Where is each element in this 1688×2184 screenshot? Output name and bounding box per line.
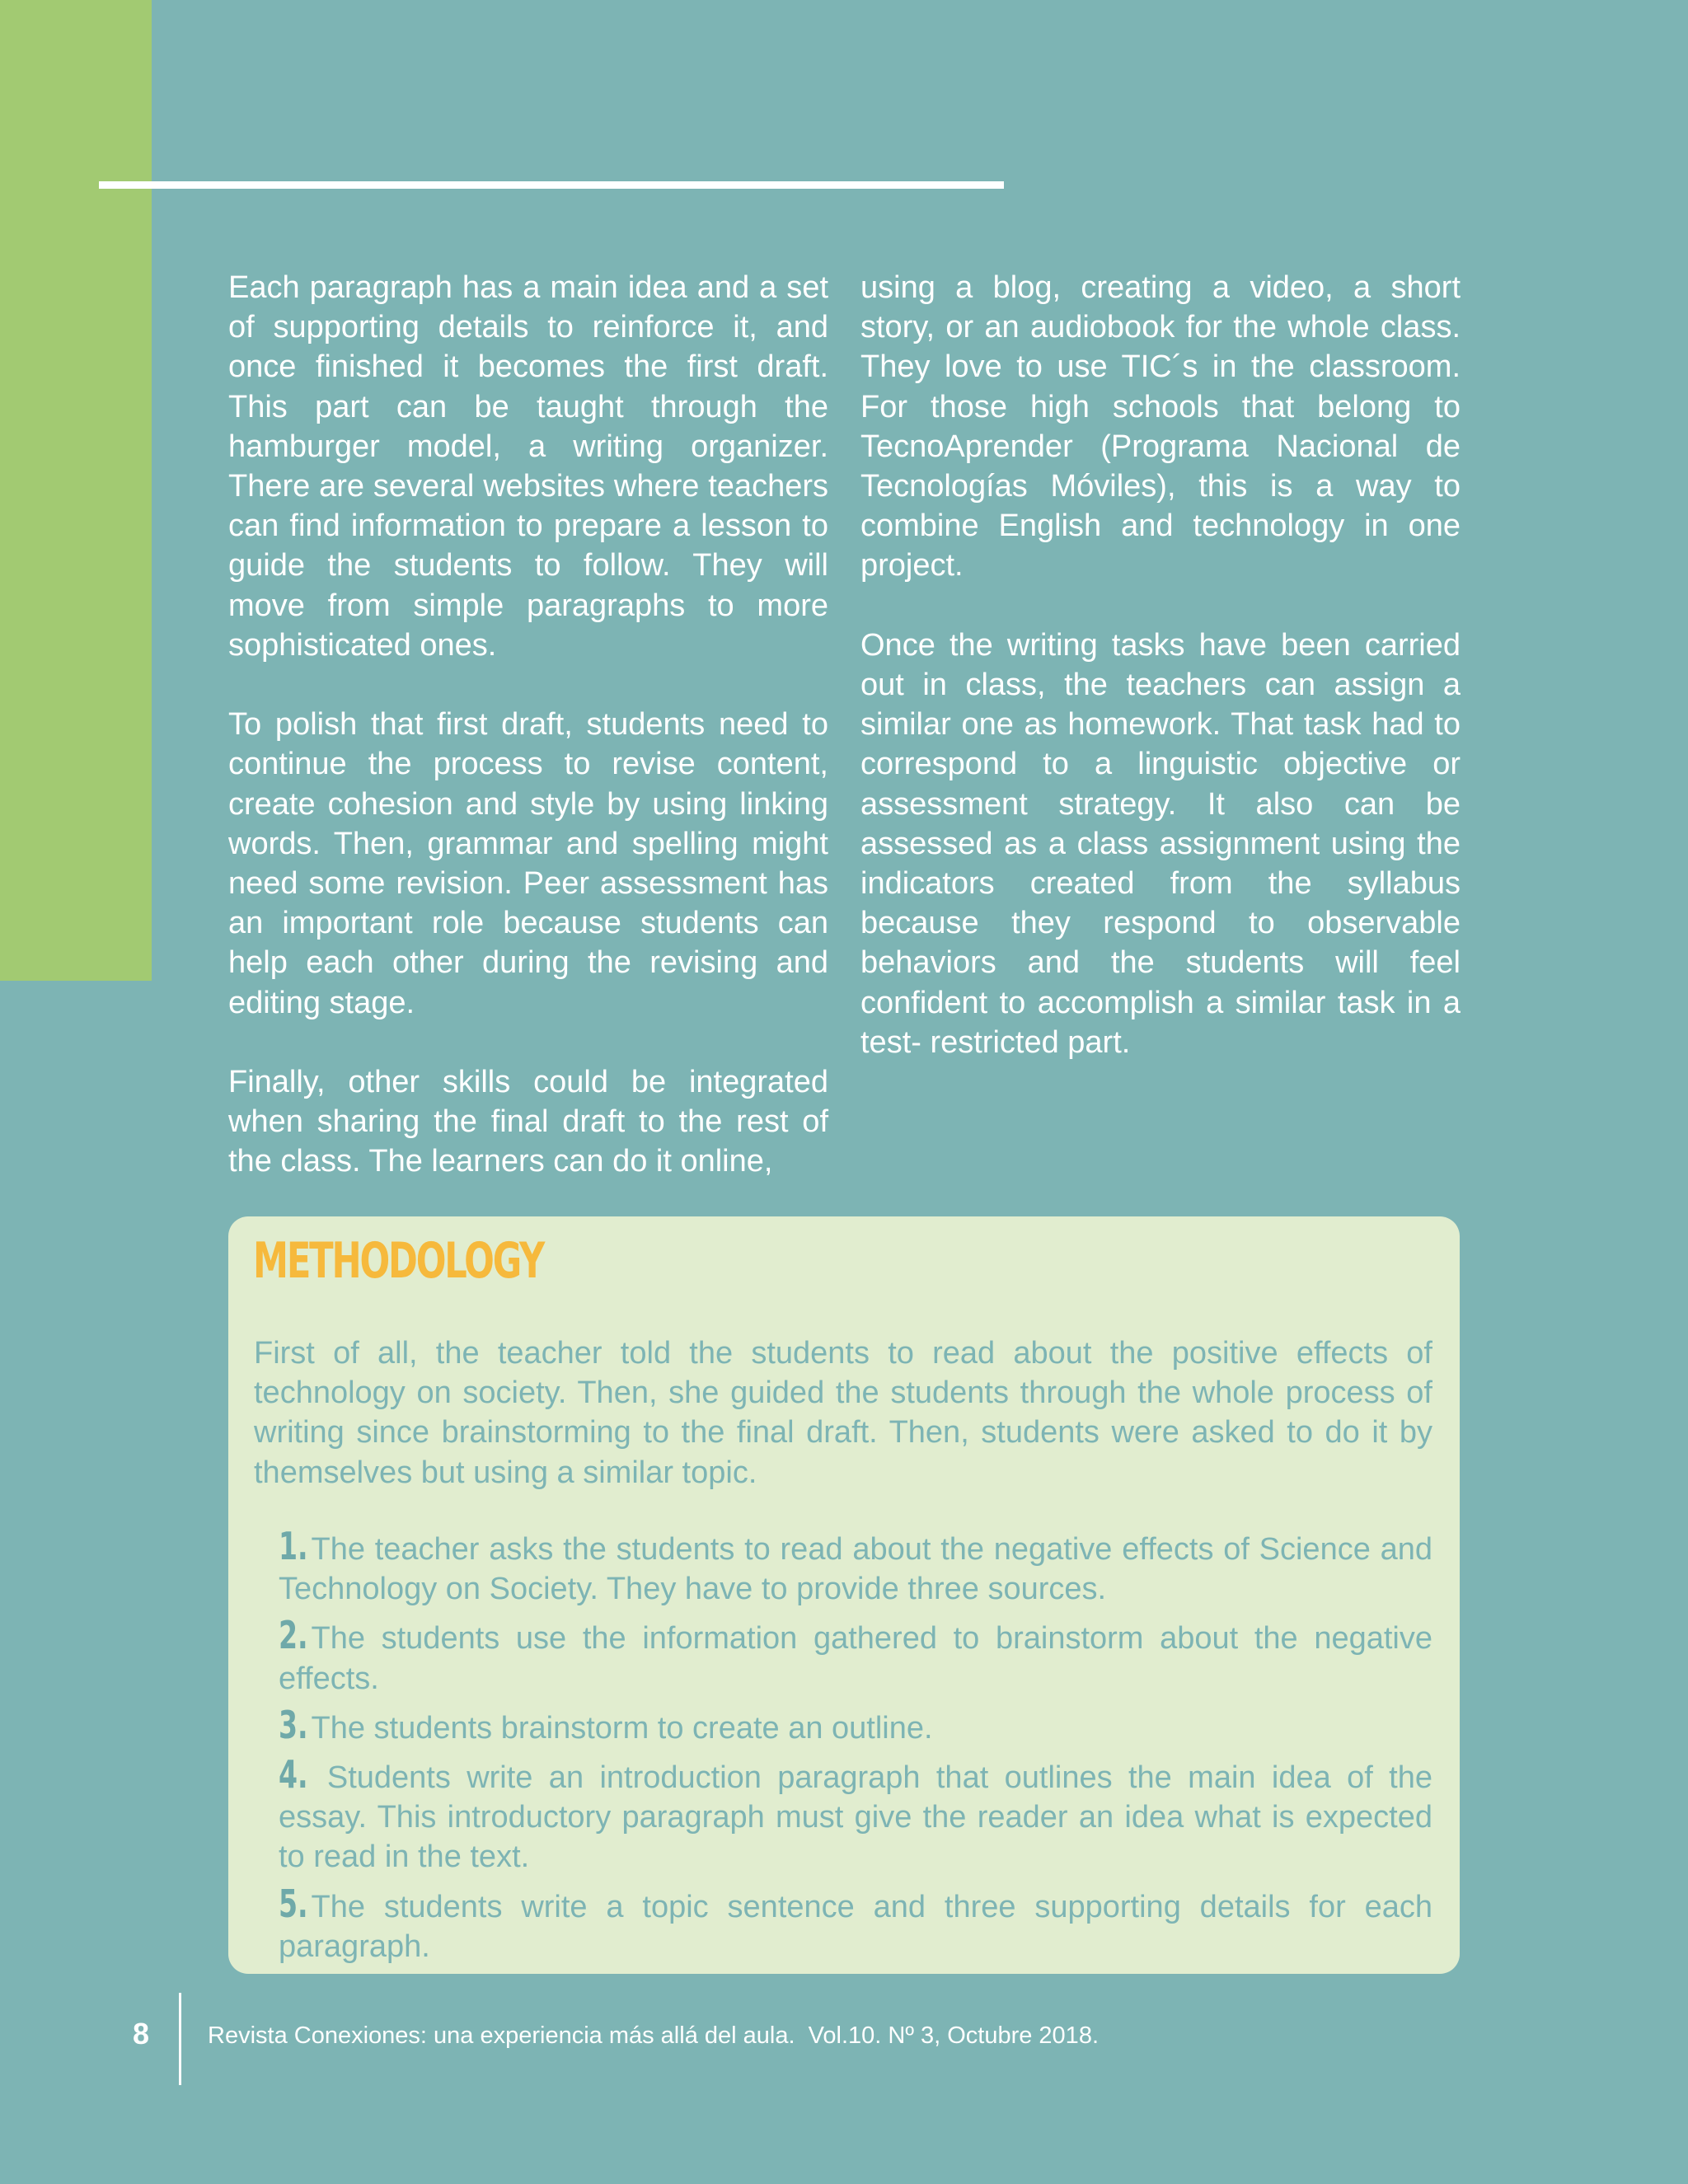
step-text: Students write an introduction paragraph that outlines the main idea of the essay. This introductory paragraph must give the reader an idea what is expected to read in the text.	[279, 1760, 1432, 1875]
footer-citation: Revista Conexiones: una experiencia más allá del aula. Vol.10. Nº 3, Octubre 2018.	[208, 2022, 1100, 2049]
step-number: 4.	[279, 1752, 308, 1797]
step-number: 5.	[279, 1881, 308, 1926]
step-number: 3.	[279, 1702, 308, 1747]
paragraph: Finally, other skills could be integrated when sharing the final draft to the rest of the class. The learners can do it online,	[228, 1065, 828, 1179]
list-item	[279, 1881, 1432, 1966]
step-text: The students use the information gathered to brainstorm about the negative effects.	[279, 1621, 1432, 1696]
step-number: 1.	[279, 1524, 308, 1568]
methodology-box	[228, 1216, 1460, 1974]
page-number: 8	[133, 2017, 150, 2050]
step-text: The teacher asks the students to read about the negative effects of Science and Technology on Society. They have to provide three sources.	[279, 1532, 1432, 1607]
list-item	[279, 1526, 1432, 1609]
list-item	[279, 1752, 1432, 1877]
step-text: The students brainstorm to create an outline.	[311, 1710, 933, 1746]
list-item	[279, 1702, 1432, 1748]
top-divider-line	[99, 181, 1004, 189]
right-text-column	[860, 268, 1461, 1062]
methodology-heading: METHODOLOGY	[253, 1232, 544, 1290]
decorative-side-bar	[0, 0, 152, 981]
step-number: 2.	[279, 1613, 308, 1658]
paragraph: using a blog, creating a video, a short story, or an audiobook for the whole class. They love to use TIC´s in the classroom. For those high schools that belong to TecnoAprender (Programa Nacional de Tecnologías Móviles), this is a way to combine English and technology in one project.	[860, 270, 1461, 583]
step-text: The students write a topic sentence and three supporting details for each paragraph.	[279, 1889, 1432, 1964]
methodology-steps-list	[279, 1526, 1432, 1973]
list-item	[279, 1615, 1432, 1698]
footer-divider	[179, 1993, 181, 2085]
paragraph: Each paragraph has a main idea and a set of supporting details to reinforce it, and once finished it becomes the first draft. This part can be taught through the hamburger model, a writing organizer. There are several websites where teachers can find information to prepare a lesson to guide the students to follow. They will move from simple paragraphs to more sophisticated ones.	[228, 270, 828, 663]
paragraph: To polish that first draft, students need to continue the process to revise content, create cohesion and style by using linking words. Then, grammar and spelling might need some revision. Peer assessment has an important role because students can help each other during the revising and editing stage.	[228, 707, 828, 1020]
left-text-column	[228, 268, 828, 1182]
paragraph: Once the writing tasks have been carried out in class, the teachers can assign a similar one as homework. That task had to correspond to a linguistic objective or assessment strategy. It also can be assessed as a class assignment using the indicators created from the syllabus because they respond to observable behaviors and the students will feel confident to accomplish a similar task in a test- restricted part.	[860, 627, 1461, 1060]
methodology-intro: First of all, the teacher told the students to read about the positive effects of technology on society. Then, she guided the students through the whole process of writing since brainstorming to the final draft. Then, students were asked to do it by themselves but using a similar topic.	[254, 1336, 1432, 1490]
